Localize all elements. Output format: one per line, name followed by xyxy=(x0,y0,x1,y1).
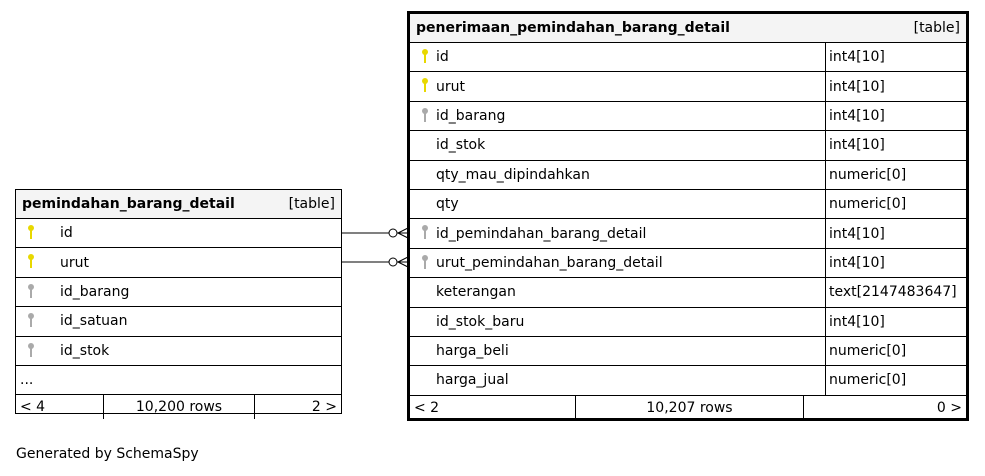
column-type: numeric[0] xyxy=(825,337,906,365)
column-type: int4[10] xyxy=(825,219,885,247)
children-count[interactable]: 0 > xyxy=(936,399,962,416)
column-type: int4[10] xyxy=(825,43,885,71)
caption: Generated by SchemaSpy xyxy=(16,446,199,462)
parents-count[interactable]: < 2 xyxy=(410,396,576,420)
column-type: int4[10] xyxy=(825,72,885,100)
table-kind: [table] xyxy=(288,196,335,212)
column-type: int4[10] xyxy=(825,131,885,159)
column-type: numeric[0] xyxy=(825,366,906,394)
rows-count: 10,200 rows xyxy=(104,395,255,419)
children-count[interactable]: 2 > xyxy=(311,399,337,416)
column-name: urut xyxy=(60,254,89,271)
column-type: numeric[0] xyxy=(825,161,906,189)
column-name: id_pemindahan_barang_detail xyxy=(436,225,647,242)
column-name: id_stok_baru xyxy=(436,313,525,330)
column-type: int4[10] xyxy=(825,308,885,336)
table-name: pemindahan_barang_detail xyxy=(22,196,235,212)
column-name: urut_pemindahan_barang_detail xyxy=(436,254,663,271)
column-name: id xyxy=(60,225,73,242)
column-type: int4[10] xyxy=(825,102,885,130)
column-name: id_stok xyxy=(60,342,110,359)
parents-count[interactable]: < 4 xyxy=(16,395,104,419)
relationship-edge-id[interactable] xyxy=(342,228,408,238)
column-name: id xyxy=(436,49,449,66)
column-name: id_stok xyxy=(436,137,486,154)
column-name: id_barang xyxy=(436,107,506,124)
column-name: keterangan xyxy=(436,284,516,301)
column-name: harga_beli xyxy=(436,343,509,360)
ellipsis-text: ... xyxy=(20,372,34,389)
column-name: urut xyxy=(436,78,465,95)
column-type: int4[10] xyxy=(825,249,885,277)
column-name: harga_jual xyxy=(436,372,509,389)
column-name: id_barang xyxy=(60,283,130,300)
column-name: qty xyxy=(436,196,459,213)
column-name: id_satuan xyxy=(60,313,128,330)
column-type: numeric[0] xyxy=(825,190,906,218)
column-type: text[2147483647] xyxy=(825,278,957,306)
table-kind: [table] xyxy=(913,20,960,36)
relationship-edge-urut[interactable] xyxy=(342,257,408,267)
table-name: penerimaan_pemindahan_barang_detail xyxy=(416,20,730,36)
rows-count: 10,207 rows xyxy=(576,396,804,420)
column-name: qty_mau_dipindahkan xyxy=(436,166,590,183)
